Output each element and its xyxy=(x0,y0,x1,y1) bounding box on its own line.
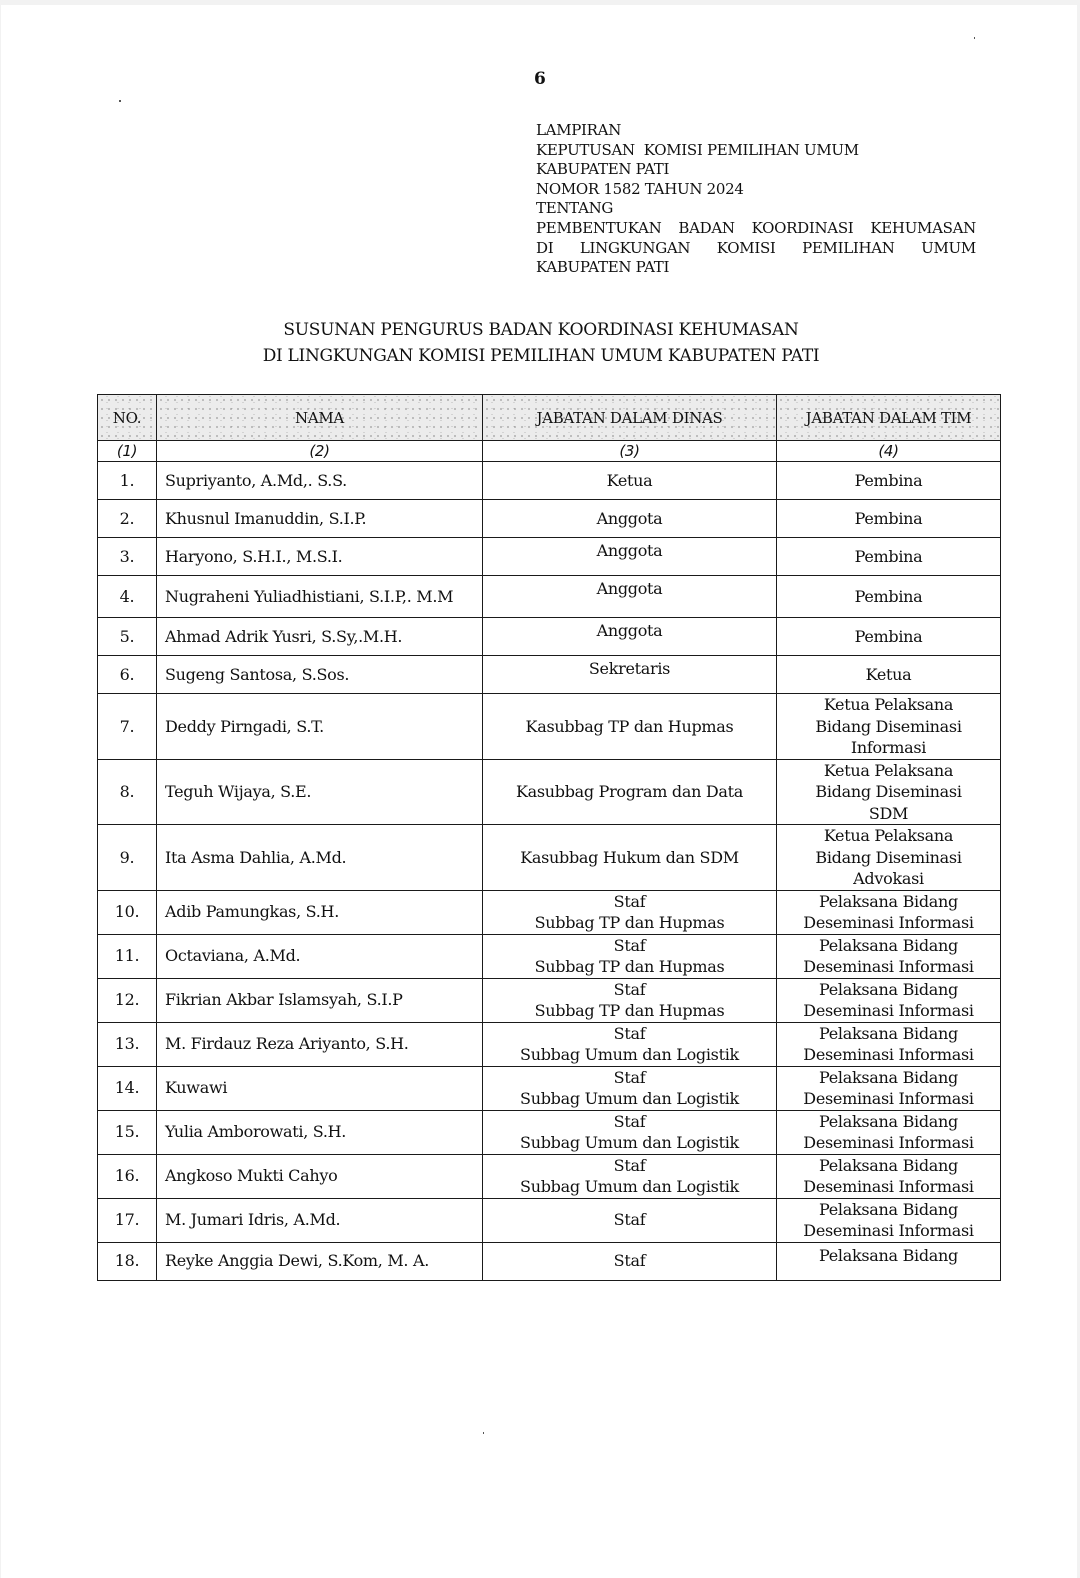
jabatan-tim xyxy=(777,1022,1001,1066)
jabatan-dinas xyxy=(483,576,777,618)
row-number: 2. xyxy=(98,500,157,538)
jabatan-dinas-line: Subbag TP dan Hupmas xyxy=(534,1001,725,1020)
column-number: (3) xyxy=(483,441,777,462)
attachment-line: KABUPATEN PATI xyxy=(536,258,670,277)
jabatan-dinas-line: Staf xyxy=(613,979,646,999)
jabatan-tim-line: Deseminasi Informasi xyxy=(803,1001,974,1020)
row-number: 11. xyxy=(98,934,157,978)
member-name: Angkoso Mukti Cahyo xyxy=(157,1154,483,1198)
jabatan-dinas xyxy=(483,1110,777,1154)
jabatan-tim-line: Informasi xyxy=(850,738,927,757)
table-row xyxy=(98,1022,1001,1066)
jabatan-dinas-line: Anggota xyxy=(596,579,663,598)
member-name: Nugraheni Yuliadhistiani, S.I.P,. M.M xyxy=(157,576,483,618)
jabatan-dinas-line: Subbag Umum dan Logistik xyxy=(520,1133,739,1152)
jabatan-tim-line: Pelaksana Bidang xyxy=(819,935,958,955)
jabatan-tim-line: Deseminasi Informasi xyxy=(803,1177,974,1196)
row-number: 3. xyxy=(98,538,157,576)
jabatan-tim-line: Pelaksana Bidang xyxy=(819,1067,958,1087)
member-name: Reyke Anggia Dewi, S.Kom, M. A. xyxy=(157,1242,483,1280)
jabatan-dinas xyxy=(483,759,777,825)
member-name: Kuwawi xyxy=(157,1066,483,1110)
jabatan-tim-line: Pembina xyxy=(854,546,923,566)
jabatan-dinas xyxy=(483,825,777,891)
jabatan-dinas-line: Kasubbag TP dan Hupmas xyxy=(525,716,734,736)
title-line: DI LINGKUNGAN KOMISI PEMILIHAN UMUM KABUPATEN PATI xyxy=(262,346,820,366)
scan-speck xyxy=(974,37,975,39)
row-number: 17. xyxy=(98,1198,157,1242)
jabatan-tim-line: Pelaksana Bidang xyxy=(819,1245,958,1265)
attachment-word: LINGKUNGAN xyxy=(579,238,691,257)
jabatan-tim-line: Pembina xyxy=(854,470,923,490)
row-number: 6. xyxy=(98,656,157,694)
jabatan-tim xyxy=(777,1066,1001,1110)
member-name: Teguh Wijaya, S.E. xyxy=(157,759,483,825)
header-jabatan-tim: JABATAN DALAM TIM xyxy=(777,395,1001,441)
member-name: Deddy Pirngadi, S.T. xyxy=(157,694,483,760)
attachment-line: KABUPATEN PATI xyxy=(536,160,670,179)
jabatan-dinas-line: Anggota xyxy=(596,621,663,640)
table-row xyxy=(98,1198,1001,1242)
jabatan-tim-line: Pelaksana Bidang xyxy=(819,1111,958,1131)
jabatan-tim-line: Pembina xyxy=(854,626,923,646)
scan-speck xyxy=(483,1432,484,1434)
row-number: 16. xyxy=(98,1154,157,1198)
member-name: M. Jumari Idris, A.Md. xyxy=(157,1198,483,1242)
attachment-line: NOMOR 1582 TAHUN 2024 xyxy=(536,179,744,198)
jabatan-tim xyxy=(777,1110,1001,1154)
row-number: 10. xyxy=(98,890,157,934)
attachment-line: KEPUTUSAN KOMISI PEMILIHAN UMUM xyxy=(536,140,859,159)
attachment-word: DI xyxy=(536,238,554,257)
table-row xyxy=(98,1154,1001,1198)
jabatan-tim-line: Pelaksana Bidang xyxy=(819,1023,958,1043)
jabatan-tim xyxy=(777,618,1001,656)
jabatan-tim xyxy=(777,978,1001,1022)
attachment-header xyxy=(536,121,976,278)
jabatan-tim xyxy=(777,656,1001,694)
jabatan-tim-line: Pembina xyxy=(854,508,923,528)
attachment-word: PEMBENTUKAN xyxy=(536,218,662,237)
jabatan-tim xyxy=(777,462,1001,500)
member-name: Haryono, S.H.I., M.S.I. xyxy=(157,538,483,576)
jabatan-dinas-line: Subbag TP dan Hupmas xyxy=(534,913,725,932)
column-number: (1) xyxy=(98,441,157,462)
member-name: Sugeng Santosa, S.Sos. xyxy=(157,656,483,694)
jabatan-dinas-line: Staf xyxy=(613,1023,646,1043)
table-row xyxy=(98,1110,1001,1154)
jabatan-dinas-line: Anggota xyxy=(596,508,663,528)
member-name: Adib Pamungkas, S.H. xyxy=(157,890,483,934)
table-body xyxy=(98,462,1001,1281)
jabatan-dinas-line: Staf xyxy=(613,1111,646,1131)
jabatan-tim xyxy=(777,538,1001,576)
jabatan-tim-line: Ketua Pelaksana xyxy=(823,826,954,845)
jabatan-dinas-line: Sekretaris xyxy=(588,659,671,678)
jabatan-dinas-line: Staf xyxy=(613,1155,646,1175)
attachment-line: LAMPIRAN xyxy=(536,121,622,139)
table-row xyxy=(98,500,1001,538)
header-nama: NAMA xyxy=(157,395,483,441)
table-row xyxy=(98,538,1001,576)
jabatan-tim-line: Deseminasi Informasi xyxy=(803,1089,974,1108)
jabatan-dinas-line: Anggota xyxy=(596,541,663,560)
row-number: 15. xyxy=(98,1110,157,1154)
jabatan-dinas xyxy=(483,500,777,538)
jabatan-dinas xyxy=(483,934,777,978)
jabatan-dinas-line: Staf xyxy=(613,1251,646,1271)
jabatan-tim xyxy=(777,759,1001,825)
jabatan-tim-line: Pelaksana Bidang xyxy=(819,1199,958,1219)
row-number: 14. xyxy=(98,1066,157,1110)
jabatan-dinas xyxy=(483,1242,777,1280)
row-number: 7. xyxy=(98,694,157,760)
jabatan-dinas xyxy=(483,978,777,1022)
table-row xyxy=(98,759,1001,825)
attachment-word: KOMISI xyxy=(716,238,776,257)
jabatan-tim xyxy=(777,694,1001,760)
jabatan-tim-line: Bidang Diseminasi xyxy=(815,716,962,736)
jabatan-dinas-line: Subbag TP dan Hupmas xyxy=(534,957,725,976)
row-number: 13. xyxy=(98,1022,157,1066)
attachment-line xyxy=(536,239,976,259)
jabatan-dinas xyxy=(483,1198,777,1242)
title-line: SUSUNAN PENGURUS BADAN KOORDINASI KEHUMASAN xyxy=(283,320,799,340)
jabatan-dinas-line: Kasubbag Program dan Data xyxy=(515,782,744,801)
jabatan-tim-line: Deseminasi Informasi xyxy=(803,913,974,932)
jabatan-dinas xyxy=(483,656,777,694)
member-name: Yulia Amborowati, S.H. xyxy=(157,1110,483,1154)
jabatan-dinas-line: Subbag Umum dan Logistik xyxy=(520,1045,739,1064)
jabatan-dinas xyxy=(483,538,777,576)
jabatan-dinas xyxy=(483,618,777,656)
table-header-row xyxy=(98,395,1001,441)
column-number: (4) xyxy=(777,441,1001,462)
table-row xyxy=(98,1242,1001,1280)
jabatan-dinas xyxy=(483,694,777,760)
jabatan-tim xyxy=(777,1198,1001,1242)
jabatan-dinas xyxy=(483,890,777,934)
row-number: 5. xyxy=(98,618,157,656)
row-number: 8. xyxy=(98,759,157,825)
column-number: (2) xyxy=(157,441,483,462)
jabatan-tim xyxy=(777,500,1001,538)
jabatan-tim xyxy=(777,576,1001,618)
jabatan-dinas-line: Staf xyxy=(613,891,646,911)
table-row xyxy=(98,656,1001,694)
table-row xyxy=(98,694,1001,760)
member-name: Ita Asma Dahlia, A.Md. xyxy=(157,825,483,891)
member-name: Ahmad Adrik Yusri, S.Sy,.M.H. xyxy=(157,618,483,656)
jabatan-dinas xyxy=(483,462,777,500)
table-row xyxy=(98,978,1001,1022)
jabatan-tim xyxy=(777,1154,1001,1198)
table-row xyxy=(98,890,1001,934)
attachment-line xyxy=(536,219,976,239)
header-jabatan-dinas: JABATAN DALAM DINAS xyxy=(483,395,777,441)
jabatan-tim xyxy=(777,934,1001,978)
jabatan-dinas-line: Staf xyxy=(613,1067,646,1087)
jabatan-dinas-line: Staf xyxy=(613,935,646,955)
attachment-word: PEMILIHAN xyxy=(802,238,895,257)
member-name: Octaviana, A.Md. xyxy=(157,934,483,978)
jabatan-tim-line: Deseminasi Informasi xyxy=(803,1045,974,1064)
table-row xyxy=(98,576,1001,618)
jabatan-tim-line: Deseminasi Informasi xyxy=(803,957,974,976)
member-name: Supriyanto, A.Md,. S.S. xyxy=(157,462,483,500)
jabatan-tim-line: Advokasi xyxy=(853,869,924,888)
jabatan-tim-line: Pelaksana Bidang xyxy=(819,1155,958,1175)
row-number: 1. xyxy=(98,462,157,500)
attachment-word: UMUM xyxy=(921,238,976,257)
document-page xyxy=(1,5,1077,1578)
row-number: 4. xyxy=(98,576,157,618)
jabatan-dinas xyxy=(483,1154,777,1198)
table-row xyxy=(98,618,1001,656)
table-row xyxy=(98,1066,1001,1110)
row-number: 9. xyxy=(98,825,157,891)
header-no: NO. xyxy=(98,395,157,441)
member-name: M. Firdauz Reza Ariyanto, S.H. xyxy=(157,1022,483,1066)
attachment-word: KEHUMASAN xyxy=(870,218,976,237)
roster-table xyxy=(97,394,1001,1281)
document-title xyxy=(1,317,1080,369)
jabatan-tim-line: Pelaksana Bidang xyxy=(819,891,958,911)
jabatan-dinas-line: Kasubbag Hukum dan SDM xyxy=(520,847,739,867)
jabatan-dinas-line: Subbag Umum dan Logistik xyxy=(520,1177,739,1196)
jabatan-dinas xyxy=(483,1022,777,1066)
attachment-line: TENTANG xyxy=(536,199,614,218)
jabatan-tim-line: Pembina xyxy=(854,586,923,606)
jabatan-tim-line: Ketua xyxy=(865,664,912,684)
jabatan-tim-line: Bidang Diseminasi xyxy=(815,847,962,867)
jabatan-dinas-line: Staf xyxy=(613,1210,646,1230)
jabatan-tim xyxy=(777,825,1001,891)
table-row xyxy=(98,462,1001,500)
table-row xyxy=(98,825,1001,891)
jabatan-dinas xyxy=(483,1066,777,1110)
jabatan-dinas-line: Subbag Umum dan Logistik xyxy=(520,1089,739,1108)
jabatan-tim-line: Bidang Diseminasi xyxy=(815,782,962,801)
member-name: Fikrian Akbar Islamsyah, S.I.P xyxy=(157,978,483,1022)
page-number: 6 xyxy=(534,69,546,89)
jabatan-tim-line: Deseminasi Informasi xyxy=(803,1133,974,1152)
attachment-word: BADAN xyxy=(678,218,735,237)
jabatan-tim-line: Deseminasi Informasi xyxy=(803,1221,974,1240)
row-number: 12. xyxy=(98,978,157,1022)
jabatan-tim xyxy=(777,890,1001,934)
jabatan-tim-line: Pelaksana Bidang xyxy=(819,979,958,999)
jabatan-tim-line: SDM xyxy=(868,803,909,823)
attachment-word: KOORDINASI xyxy=(751,218,854,237)
jabatan-tim-line: Ketua Pelaksana xyxy=(823,760,954,780)
row-number: 18. xyxy=(98,1242,157,1280)
jabatan-tim xyxy=(777,1242,1001,1280)
jabatan-dinas-line: Ketua xyxy=(606,470,653,490)
table-row xyxy=(98,934,1001,978)
scan-speck xyxy=(119,100,121,102)
jabatan-tim-line: Ketua Pelaksana xyxy=(823,695,954,714)
member-name: Khusnul Imanuddin, S.I.P. xyxy=(157,500,483,538)
column-number-row xyxy=(98,441,1001,462)
